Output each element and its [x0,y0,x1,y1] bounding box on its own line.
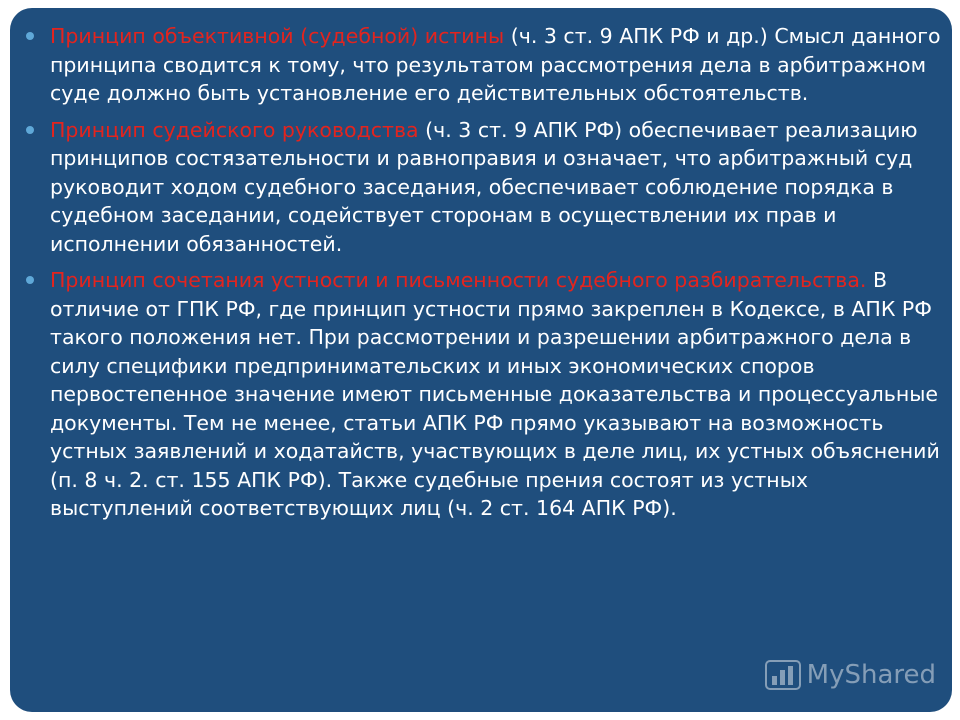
principle-title: Принцип сочетания устности и письменности судебного разбирательства. [50,268,867,292]
principle-text: (ч. 3 ст. 9 АПК РФ и др.) Смысл данного принципа сводится к тому, что результатом рассмотрения дела в арбитражном суде должно быть установление его действительных обстоятельств. [50,24,941,105]
myshared-watermark [765,660,936,690]
bar-chart-icon [765,660,801,690]
watermark-text: MyShared [806,660,936,690]
principle-title: Принцип объективной (судебной) истины [50,24,505,48]
bullet-dot-icon [26,32,34,40]
bullet-dot-icon [26,126,34,134]
bullet-item-3 [24,266,952,523]
slide [10,8,952,712]
bullet-item-1 [24,22,952,108]
principle-text: В отличие от ГПК РФ, где принцип устности прямо закреплен в Кодексе, в АПК РФ такого положения нет. При рассмотрении и разрешении арбитражного дела в силу специфики предпринимательских и иных экономических споров первостепенное значение имеют письменные доказательства и процессуальные документы. Тем не менее, статьи АПК РФ прямо указывают на возможность устных заявлений и ходатайств, участвующих в деле лиц, их устных объяснений (п. 8 ч. 2. ст. 155 АПК РФ). Также судебные прения состоят из устных выступлений соответствующих лиц (ч. 2 ст. 164 АПК РФ). [50,268,940,520]
bullet-dot-icon [26,276,34,284]
bullet-item-2 [24,116,952,259]
principle-title: Принцип судейского руководства [50,117,419,142]
principle-text: (ч. 3 ст. 9 АПК РФ) обеспечивает реализацию принципов состязательности и равноправия и означает, что арбитражный суд руководит ходом судебного заседания, обеспечивает соблюдение порядка в судебном заседании, содействует сторонам в осуществлении их прав и исполнении обязанностей. [50,117,918,256]
slide-content [24,22,952,531]
